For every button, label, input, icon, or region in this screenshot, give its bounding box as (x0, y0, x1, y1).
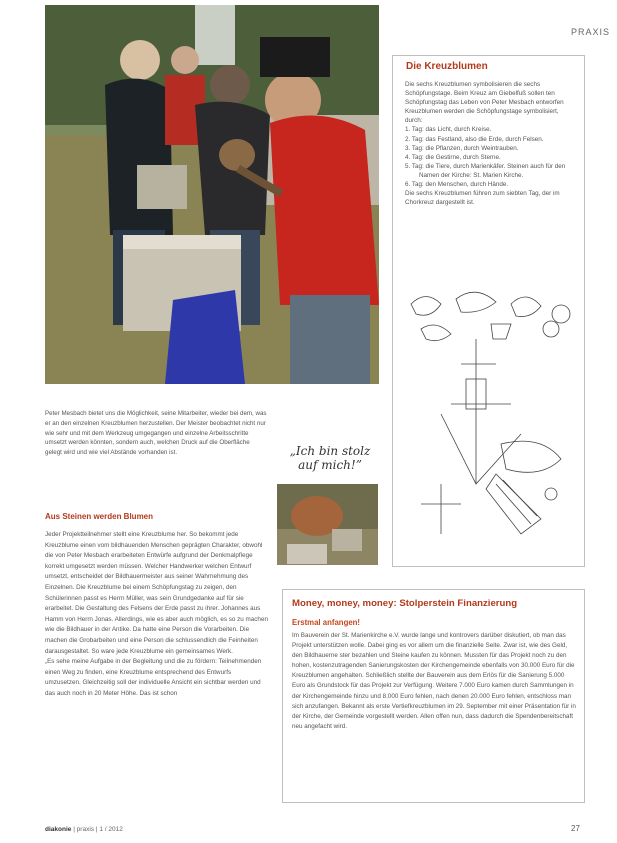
photo-caption: Peter Mesbach bietet uns die Möglichkeit, seine Mitarbeiter, wieder bei dem, was er an den einzelnen Kreuzblumen herzustellen. Der Meister beobachtet nicht nur wie sehr und mit dem Werkzeug umgegangen und einzelne Arbeitsschritte umsetzt werden könnten, sondern auch, welchen Druck auf die Oberfläche gelegt wird und wie viel Abstände vorhanden ist. (45, 410, 267, 457)
financing-body: Im Bauverein der St. Marienkirche e.V. wurde lange und kontrovers darüber diskutiert, ob man das Projekt unterstützen wolle. Dabei ging es vor allem um die finanzielle Seite. Zwar ist, wie des Geld, den Bildhauerne ster bezahlen und Steine kaufen zu können. Mussten für das Projekt noch zu den hohen, kostenzutragenden Sanierungskosten der Kirchengemeinde ebenfalls von 30.000 Euro für die Kreuzblumen angehalten. Schließlich stellte der Bauverein aus dem Erlös für die Sanierung 5.000 Euro als Grundstock für das Projekt zur Verfügung. Weitere 7.000 Euro kamen durch Sammlungen in der Kirchengemeinde hinzu und 8.000 Euro fehlen, nach denen 20.000 Euro fehlen, entschloss man sich anzufangen. Bekannt als erste Vertiefkreuzblumen im 29. September mit einer Präsentation für in der Kirche, der Gemeinde vorgestellt werden. Allen offen nun, dass dadurch die Spendenbereitschaft neu angefacht wird. (292, 632, 576, 730)
day-item: 4. Tag: die Gestirne, durch Sterne. (405, 153, 501, 161)
sculpting-photo (277, 484, 378, 565)
kreuzblumen-outro: Die sechs Kreuzblumen führen zum siebten Tag, der im Chorkreuz dargestellt ist. (405, 190, 560, 207)
footer-magazine (45, 826, 123, 833)
body-paragraph: Jeder Projektteilnehmer stellt eine Kreuzblume her. So bekommt jede Kreuzblume einen vom bildhauenden Menschen geprägten Charakter, obwohl die von Peter Mesbach erarbeiteten Entwürfe aufgrund der Denkmalpflege korrekt umgesetzt werden müssen. Welcher Handwerker welchen Entwurf umsetzt, entscheidet der Bildhauermeister aus seiner Wahrnehmung des Einzelnen. Die Kreuzblume bei einem Schöpfungstag zu zeigen, den Schülerinnen passt es Herrn Müller, was sein Grundgedanke auf für sie erarbeitet. Die Gestaltung des Felsens der Erde passt zu ihrer. Johannes aus Hamm von Herrn Jonas. Allerdings, wie es aber auch möglich, es so zu machen wie die Bildhauer in der Antike. Da hatte eine Person die Vorarbeiten. Die machen die Grobarbeiten und eine Person die schlussendlich die Feinheiten darausgestaltet. So ware jede Kreuzblume ein gemeinsames Werk. (45, 531, 268, 655)
financing-title: Money, money, money: Stolperstein Finanzierung (292, 598, 518, 609)
issue-info: | praxis | 1 / 2012 (73, 826, 123, 833)
days-list (405, 125, 576, 189)
stonemasons-photo (45, 5, 379, 384)
day-item: 6. Tag: den Menschen, durch Hände. (405, 181, 509, 189)
section-body (45, 530, 268, 700)
day-item: 1. Tag: das Licht, durch Kreise. (405, 126, 492, 134)
pull-quote: „Ich bin stolz auf mich!” (289, 444, 371, 472)
body-paragraph: „Es sehe meine Aufgabe in der Begleitung und die zu fördern: Teilnehmenden einen Weg zu finden, eine Kreuzblume entsprechend des Entwurfs umzusetzen. Gleichzeitig soll der individuelle Ansicht ein sichtbar werden und das auch noch in 20 Meter Höhe. Das ist schon (45, 658, 262, 697)
page-number: 27 (571, 824, 580, 833)
financing-box (282, 589, 585, 803)
magazine-name: diakonie (45, 826, 72, 833)
kreuzblumen-box (392, 55, 585, 567)
section-heading: Aus Steinen werden Blumen (45, 512, 154, 521)
kreuzblume-sketch (401, 284, 576, 546)
section-label: PRAXIS (571, 27, 611, 37)
day-item: 3. Tag: die Pflanzen, durch Weintrauben. (405, 144, 519, 152)
kreuzblumen-title: Die Kreuzblumen (406, 61, 488, 72)
day-item: 2. Tag: das Festland, also die Erde, durch Felsen. (405, 135, 544, 143)
financing-subtitle: Erstmal anfangen! (292, 618, 361, 627)
kreuzblumen-intro: Die sechs Kreuzblumen symbolisieren die sechs Schöpfungstage. Beim Kreuz am Giebelfuß sollen ten Schöpfungstag das Leben von Peter Mesbach entworfen Kreuzblumen werden die Schöpfungstage symbolisiert, durch: (405, 81, 564, 125)
day-item: 5. Tag: die Tiere, durch Marienkäfer. Steinen auch für den Namen der Kirche: St. Marien Kirche. (405, 162, 566, 179)
